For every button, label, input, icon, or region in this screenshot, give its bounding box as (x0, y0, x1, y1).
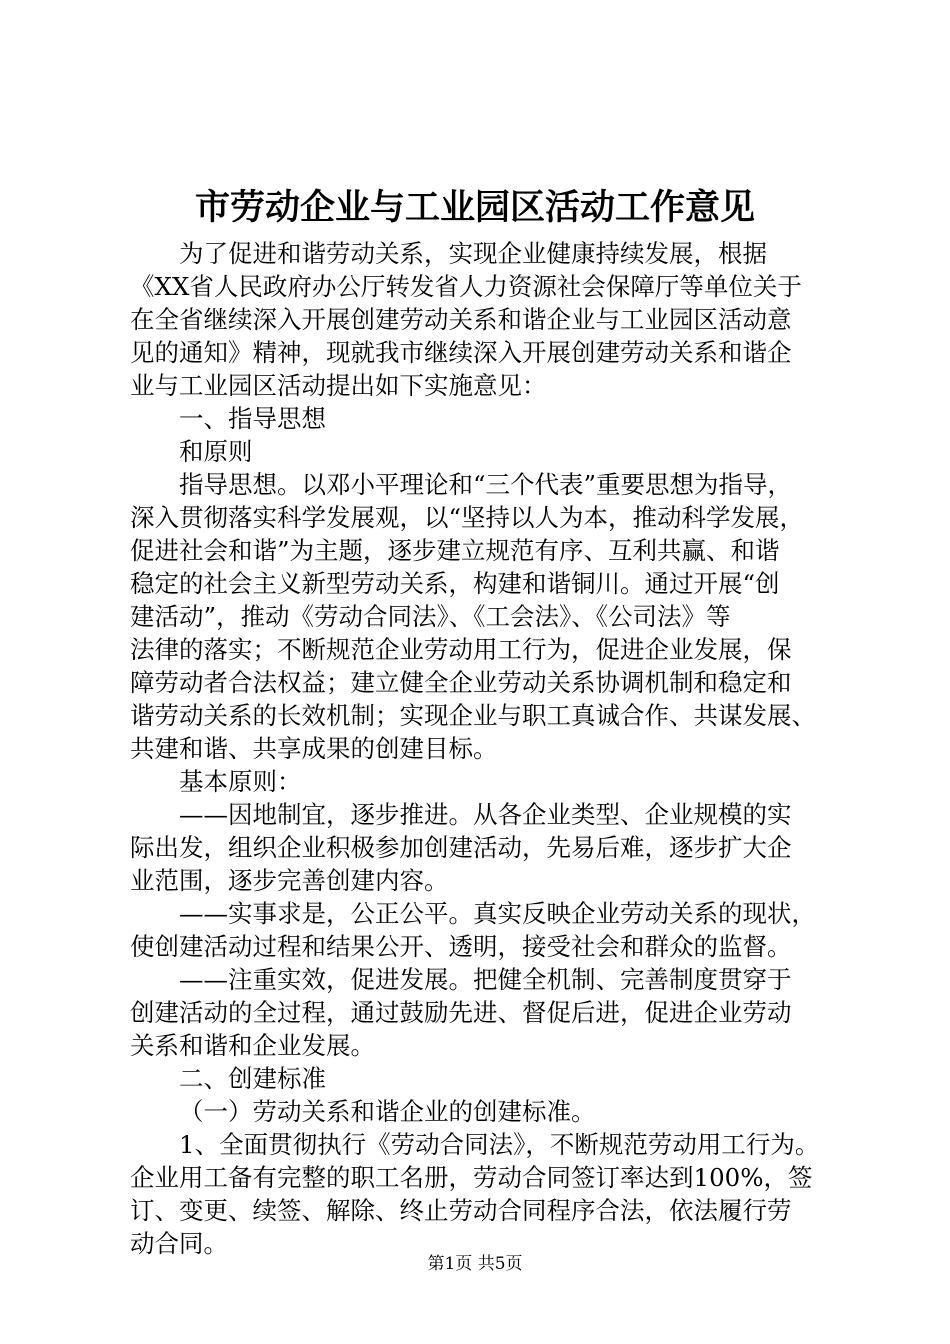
subsection-heading: （一）劳动关系和谐企业的创建标准。 (179, 1097, 596, 1126)
body-line: ——实事求是，公正公平。真实反映企业劳动关系的现状， (179, 899, 816, 928)
section-heading: 基本原则： (179, 767, 302, 796)
section-heading: 和原则 (179, 437, 253, 466)
body-line: 在全省继续深入开展创建劳动关系和谐企业与工业园区活动意 (130, 305, 792, 334)
body-line: 深入贯彻落实科学发展观，以“坚持以人为本，推动科学发展， (130, 503, 805, 532)
body-line: 法律的落实；不断规范企业劳动用工行为，促进企业发展，保 (130, 635, 792, 664)
section-heading: 二、创建标准 (179, 1064, 326, 1093)
body-line: 促进社会和谐”为主题，逐步建立规范有序、互利共赢、和谐 (130, 536, 780, 565)
body-line: 使创建活动过程和结果公开、透明，接受社会和群众的监督。 (130, 932, 792, 961)
body-line: 企业用工备有完整的职工名册，劳动合同签订率达到100%，签 (130, 1163, 813, 1192)
body-line: 1、全面贯彻执行《劳动合同法》，不断规范劳动用工行为。 (179, 1130, 820, 1159)
body-line: 为了促进和谐劳动关系，实现企业健康持续发展，根据 (179, 239, 767, 268)
body-line: ——注重实效，促进发展。把健全机制、完善制度贯穿于 (179, 965, 792, 994)
body-line: 《XX省人民政府办公厅转发省人力资源社会保障厅等单位关于 (130, 272, 802, 301)
body-line: ——因地制宜，逐步推进。从各企业类型、企业规模的实 (179, 800, 792, 829)
body-line: 障劳动者合法权益；建立健全企业劳动关系协调机制和稳定和 (130, 668, 792, 697)
body-line: 业范围，逐步完善创建内容。 (130, 866, 449, 895)
section-heading: 一、指导思想 (179, 404, 326, 433)
page-footer: 第1页 共5页 (427, 1254, 523, 1274)
body-line: 指导思想。以邓小平理论和“三个代表”重要思想为指导， (179, 470, 793, 499)
body-line: 创建活动的全过程，通过鼓励先进、督促后进，促进企业劳动 (130, 998, 792, 1027)
body-line: 建活动”，推动《劳动合同法》、《工会法》、《公司法》等 (130, 602, 731, 631)
body-line: 业与工业园区活动提出如下实施意见： (130, 371, 547, 400)
body-line: 际出发，组织企业积极参加创建活动，先易后难，逐步扩大企 (130, 833, 792, 862)
body-line: 稳定的社会主义新型劳动关系，构建和谐铜川。通过开展“创 (130, 569, 780, 598)
body-line: 动合同。 (130, 1229, 228, 1258)
body-line: 谐劳动关系的长效机制；实现企业与职工真诚合作、共谋发展、 (130, 701, 816, 730)
body-line: 见的通知》精神，现就我市继续深入开展创建劳动关系和谐企 (130, 338, 792, 367)
document-title: 市劳动企业与工业园区活动工作意见 (194, 187, 755, 228)
body-line: 关系和谐和企业发展。 (130, 1031, 375, 1060)
body-line: 订、变更、续签、解除、终止劳动合同程序合法，依法履行劳 (130, 1196, 792, 1225)
body-line: 共建和谐、共享成果的创建目标。 (130, 734, 498, 763)
